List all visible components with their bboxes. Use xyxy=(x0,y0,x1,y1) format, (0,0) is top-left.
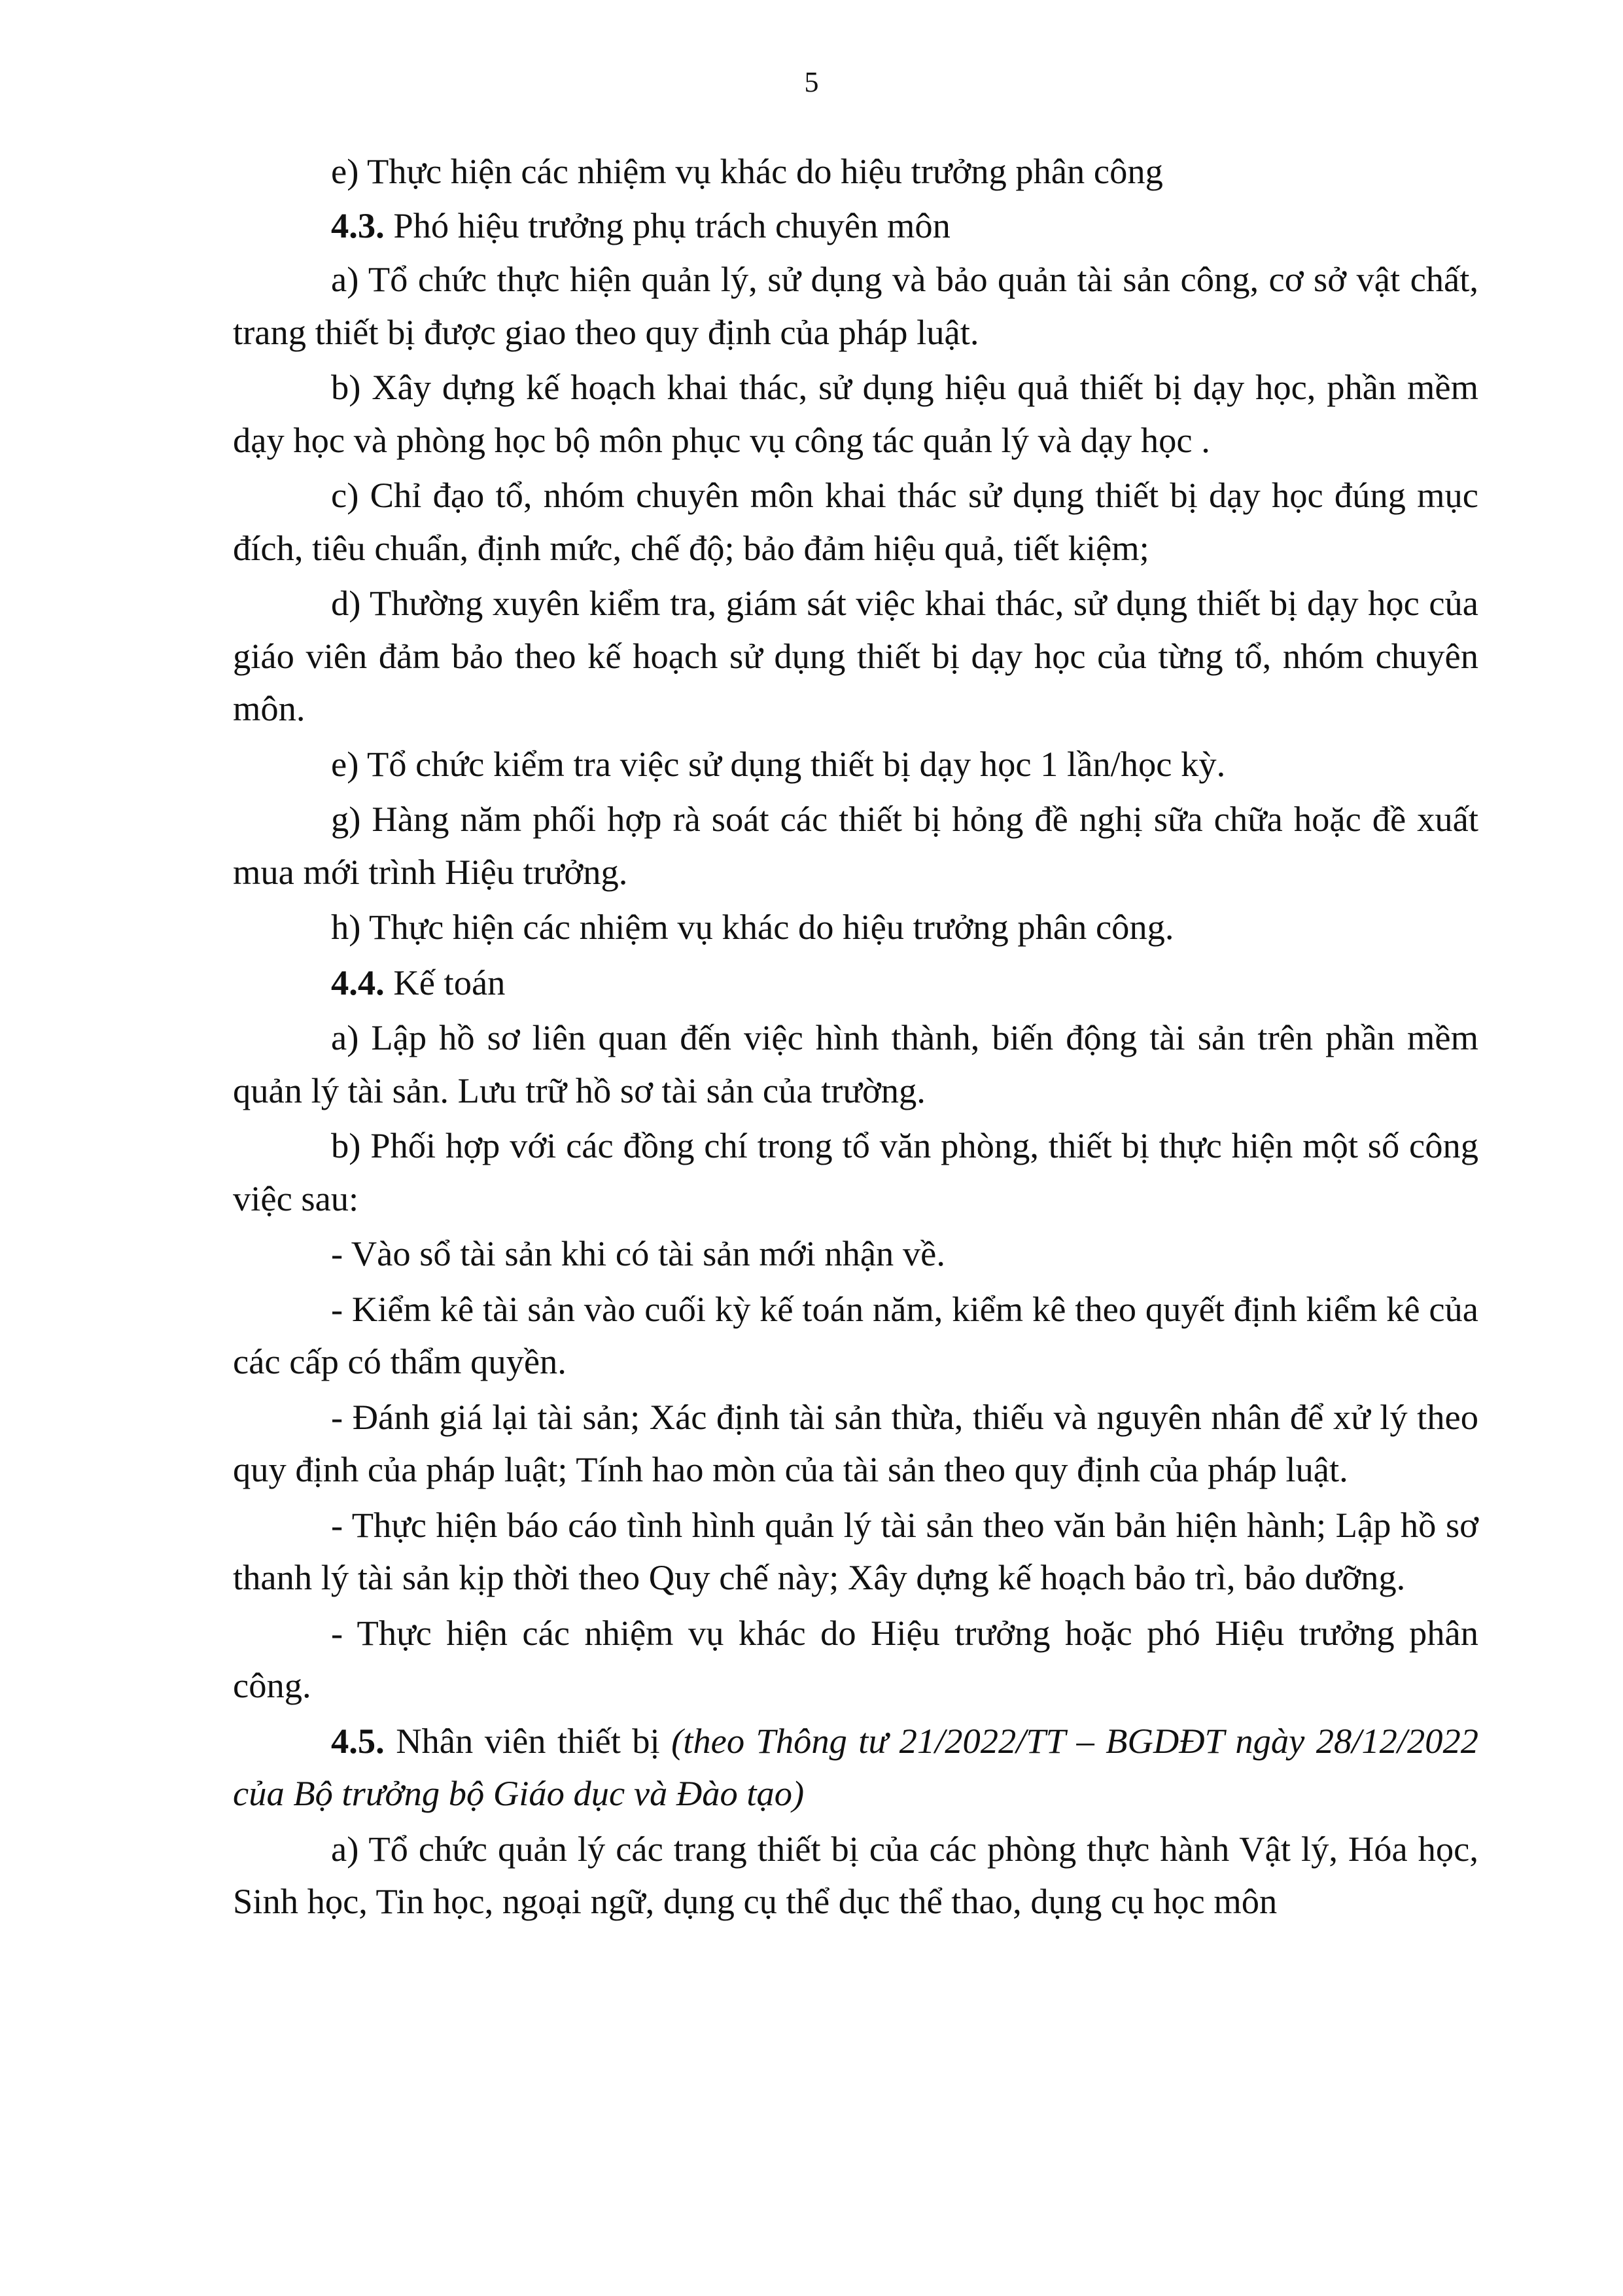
paragraph-text: e) Thực hiện các nhiệm vụ khác do hiệu trưởng phân công xyxy=(331,151,1163,191)
paragraph-text: b) Xây dựng kế hoạch khai thác, sử dụng hiệu quả thiết bị dạy học, phần mềm dạy học và phòng học bộ môn phục vụ công tác quản lý và dạy học . xyxy=(233,367,1478,460)
paragraph xyxy=(233,253,1478,359)
section-number: 4.5. xyxy=(331,1720,385,1761)
list-item-text: - Thực hiện báo cáo tình hình quản lý tài sản theo văn bản hiện hành; Lập hồ sơ thanh lý tài sản kịp thời theo Quy chế này; Xây dựng kế hoạch bảo trì, bảo dưỡng. xyxy=(233,1504,1478,1597)
document-body xyxy=(233,145,1478,1928)
list-item-text: - Kiểm kê tài sản vào cuối kỳ kế toán năm, kiểm kê theo quyết định kiểm kê của các cấp có thẩm quyền. xyxy=(233,1288,1478,1381)
paragraph-text: a) Tổ chức quản lý các trang thiết bị của các phòng thực hành Vật lý, Hóa học, Sinh học, Tin học, ngoại ngữ, dụng cụ thể dục thể thao, dụng cụ học môn xyxy=(233,1828,1478,1921)
section-title: Nhân viên thiết bị xyxy=(384,1720,672,1761)
section-heading-4-5 xyxy=(233,1715,1478,1820)
paragraph-text: e) Tổ chức kiểm tra việc sử dụng thiết bị dạy học 1 lần/học kỳ. xyxy=(331,743,1226,784)
paragraph-text: g) Hàng năm phối hợp rà soát các thiết bị hỏng đề nghị sữa chữa hoặc đề xuất mua mới trình Hiệu trưởng. xyxy=(233,799,1478,892)
paragraph-text: a) Lập hồ sơ liên quan đến việc hình thành, biến động tài sản trên phần mềm quản lý tài sản. Lưu trữ hồ sơ tài sản của trường. xyxy=(233,1017,1478,1110)
list-item xyxy=(233,1283,1478,1388)
list-item xyxy=(233,1391,1478,1496)
paragraph-text: a) Tổ chức thực hiện quản lý, sử dụng và bảo quản tài sản công, cơ sở vật chất, trang thiết bị được giao theo quy định của pháp luật. xyxy=(233,259,1478,352)
section-heading-4-3 xyxy=(233,200,1478,253)
list-item-text: - Vào sổ tài sản khi có tài sản mới nhận về. xyxy=(331,1233,945,1273)
paragraph xyxy=(233,793,1478,898)
section-heading-4-4 xyxy=(233,957,1478,1010)
section-reference: (theo Thông tư 21/2022/TT – BGDĐT ngày 28/12/2022 của Bộ trưởng bộ Giáo dục và Đào tạo) xyxy=(233,1720,1478,1813)
paragraph xyxy=(233,145,1478,198)
list-item xyxy=(233,1499,1478,1604)
paragraph-text: h) Thực hiện các nhiệm vụ khác do hiệu trưởng phân công. xyxy=(331,907,1174,947)
section-title: Phó hiệu trưởng phụ trách chuyên môn xyxy=(384,205,951,245)
section-number: 4.3. xyxy=(331,205,385,245)
list-item-text: - Thực hiện các nhiệm vụ khác do Hiệu trưởng hoặc phó Hiệu trưởng phân công. xyxy=(233,1612,1478,1705)
list-item-text: - Đánh giá lại tài sản; Xác định tài sản thừa, thiếu và nguyên nhân để xử lý theo quy định của pháp luật; Tính hao mòn của tài sản theo quy định của pháp luật. xyxy=(233,1396,1478,1489)
paragraph xyxy=(233,1120,1478,1225)
paragraph-text: c) Chỉ đạo tổ, nhóm chuyên môn khai thác sử dụng thiết bị dạy học đúng mục đích, tiêu chuẩn, định mức, chế độ; bảo đảm hiệu quả, tiết kiệm; xyxy=(233,475,1478,568)
paragraph xyxy=(233,1823,1478,1928)
section-number: 4.4. xyxy=(331,962,385,1002)
paragraph xyxy=(233,469,1478,574)
list-item xyxy=(233,1607,1478,1712)
list-item xyxy=(233,1227,1478,1280)
section-title: Kế toán xyxy=(384,962,506,1002)
paragraph xyxy=(233,577,1478,735)
paragraph xyxy=(233,361,1478,467)
paragraph xyxy=(233,1012,1478,1117)
paragraph xyxy=(233,901,1478,954)
page-number: 5 xyxy=(804,66,819,98)
paragraph xyxy=(233,738,1478,791)
paragraph-text: d) Thường xuyên kiểm tra, giám sát việc khai thác, sử dụng thiết bị dạy học của giáo viên đảm bảo theo kế hoạch sử dụng thiết bị dạy học của từng tổ, nhóm chuyên môn. xyxy=(233,583,1478,728)
paragraph-text: b) Phối hợp với các đồng chí trong tổ văn phòng, thiết bị thực hiện một số công việc sau: xyxy=(233,1125,1478,1218)
